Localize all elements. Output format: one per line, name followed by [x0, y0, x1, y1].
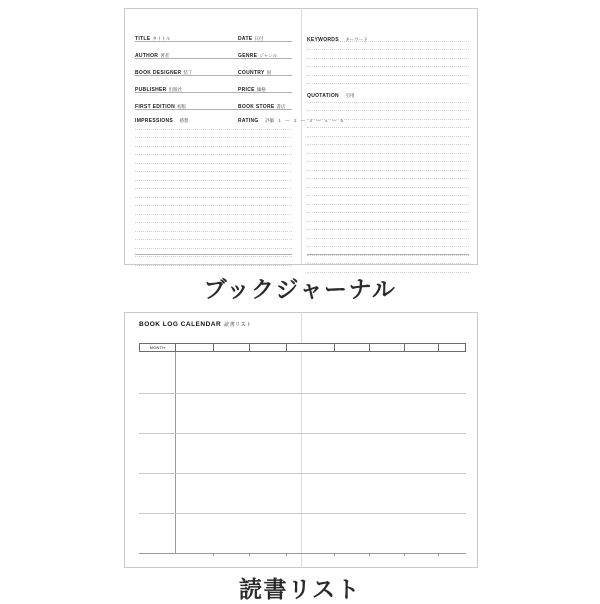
dotted-writing-line [135, 240, 292, 249]
calendar-header-cell [250, 344, 287, 351]
left-page-bottom-rule [135, 254, 292, 255]
impressions-dot-grid [135, 121, 292, 266]
journal-field [238, 59, 292, 76]
field-label: COUNTRY [238, 70, 265, 76]
calendar-first-column-header [140, 344, 176, 351]
dotted-writing-line [307, 230, 469, 239]
dotted-writing-line [135, 130, 292, 139]
rating-numbers: 1 ― 2 ― 3 ― 4 ― 5 [278, 118, 345, 123]
calendar-title-text: BOOK LOG CALENDAR [139, 321, 222, 328]
first-column-divider [175, 352, 176, 553]
impressions-row [135, 109, 345, 124]
dotted-writing-line [307, 196, 469, 205]
dotted-writing-line [307, 222, 469, 231]
field-label: PUBLISHER [135, 87, 167, 93]
dotted-writing-line [307, 59, 469, 68]
field-label: GENRE [238, 53, 258, 59]
keywords-sublabel: キーワード [345, 37, 368, 42]
quotation-dot-grid [307, 94, 469, 273]
dotted-writing-line [307, 50, 469, 59]
dotted-writing-line [307, 94, 469, 103]
right-page-bottom-rule [307, 254, 469, 255]
dotted-writing-line [307, 145, 469, 154]
calendar-bottom-rule [139, 553, 466, 554]
dotted-writing-line [307, 205, 469, 214]
calendar-row-line [139, 393, 466, 394]
field-label: FIRST EDITION [135, 104, 176, 110]
field-sublabel: タイトル [152, 36, 171, 41]
dotted-writing-line [307, 171, 469, 180]
keywords-label: KEYWORDS [307, 37, 339, 43]
book-journal-spread [124, 8, 478, 265]
calendar-row-line [139, 473, 466, 474]
calendar-header-cell [405, 344, 439, 351]
dotted-writing-line [135, 232, 292, 241]
dotted-writing-line [135, 223, 292, 232]
field-label: AUTHOR [135, 53, 159, 59]
dotted-writing-line [135, 121, 292, 130]
calendar-row-line [139, 513, 466, 514]
dotted-writing-line [135, 257, 292, 266]
dotted-writing-line [307, 67, 469, 76]
dotted-writing-line [307, 33, 469, 42]
dotted-writing-line [307, 120, 469, 129]
field-sublabel: 価格 [256, 87, 266, 92]
journal-field [135, 42, 239, 59]
dotted-writing-line [307, 42, 469, 51]
field-sublabel: 出版社 [168, 87, 183, 92]
calendar-header-cell [214, 344, 250, 351]
journal-field [135, 76, 239, 93]
field-sublabel: 書店 [276, 104, 286, 109]
field-sublabel: 著者 [160, 53, 170, 58]
dotted-writing-line [135, 172, 292, 181]
quotation-label: QUOTATION [307, 93, 339, 99]
rating-sublabel: 評価 [265, 118, 275, 123]
quotation-sublabel: 引用 [345, 93, 355, 98]
impressions-sublabel: 感想 [179, 118, 189, 123]
field-label: DATE [238, 36, 253, 42]
rating-label: RATING [238, 118, 259, 124]
column-tick [404, 553, 405, 556]
dotted-writing-line [307, 103, 469, 112]
calendar-header-cell [439, 344, 466, 351]
dotted-writing-line [307, 128, 469, 137]
field-label: BOOK DESIGNER [135, 70, 182, 76]
calendar-header-row [139, 343, 466, 352]
field-sublabel: 初版 [177, 104, 187, 109]
page-spine [301, 9, 302, 264]
dotted-writing-line [135, 198, 292, 207]
dotted-writing-line [135, 155, 292, 164]
field-label: TITLE [135, 36, 151, 42]
dotted-writing-line [307, 239, 469, 248]
journal-left-field-column [135, 25, 239, 110]
journal-right-field-column [238, 25, 292, 110]
journal-field [238, 42, 292, 59]
dotted-writing-line [307, 111, 469, 120]
column-tick [438, 553, 439, 556]
dotted-writing-line [135, 164, 292, 173]
column-tick [334, 553, 335, 556]
dotted-writing-line [307, 188, 469, 197]
dotted-writing-line [135, 138, 292, 147]
dotted-writing-line [135, 249, 292, 258]
dotted-writing-line [135, 215, 292, 224]
journal-field [135, 25, 239, 42]
calendar-header-cell [335, 344, 370, 351]
journal-field [238, 93, 292, 110]
calendar-header-cell [287, 344, 335, 351]
dotted-writing-line [135, 147, 292, 156]
keywords-dot-grid [307, 33, 469, 84]
column-tick [286, 553, 287, 556]
dotted-writing-line [307, 256, 469, 265]
calendar-row-line [139, 433, 466, 434]
calendar-header-cell [176, 344, 214, 351]
field-label: PRICE [238, 87, 255, 93]
column-tick [369, 553, 370, 556]
caption-book-journal: ブックジャーナル [203, 276, 397, 302]
field-sublabel: 国 [266, 70, 272, 75]
dotted-writing-line [307, 154, 469, 163]
calendar-header-cell [370, 344, 405, 351]
caption-reading-list: 読書リスト [238, 576, 362, 602]
dotted-writing-line [307, 137, 469, 146]
column-tick [213, 553, 214, 556]
dotted-writing-line [135, 206, 292, 215]
calendar-title [139, 321, 252, 328]
book-log-calendar-spread [124, 312, 478, 568]
dotted-writing-line [135, 181, 292, 190]
journal-field [238, 76, 292, 93]
dotted-writing-line [307, 76, 469, 85]
first-column-label: MONTH [149, 345, 166, 350]
column-tick [249, 553, 250, 556]
impressions-label: IMPRESSIONS [135, 118, 174, 124]
dotted-writing-line [135, 189, 292, 198]
journal-field [135, 93, 239, 110]
dotted-writing-line [307, 179, 469, 188]
field-sublabel: 日付 [254, 36, 264, 41]
dotted-writing-line [307, 162, 469, 171]
field-label: BOOK STORE [238, 104, 275, 110]
dotted-writing-line [307, 213, 469, 222]
field-sublabel: 装丁 [183, 70, 193, 75]
field-sublabel: ジャンル [259, 53, 278, 58]
journal-field [238, 25, 292, 42]
calendar-subtitle: 読書リスト [224, 322, 252, 328]
journal-field [135, 59, 239, 76]
